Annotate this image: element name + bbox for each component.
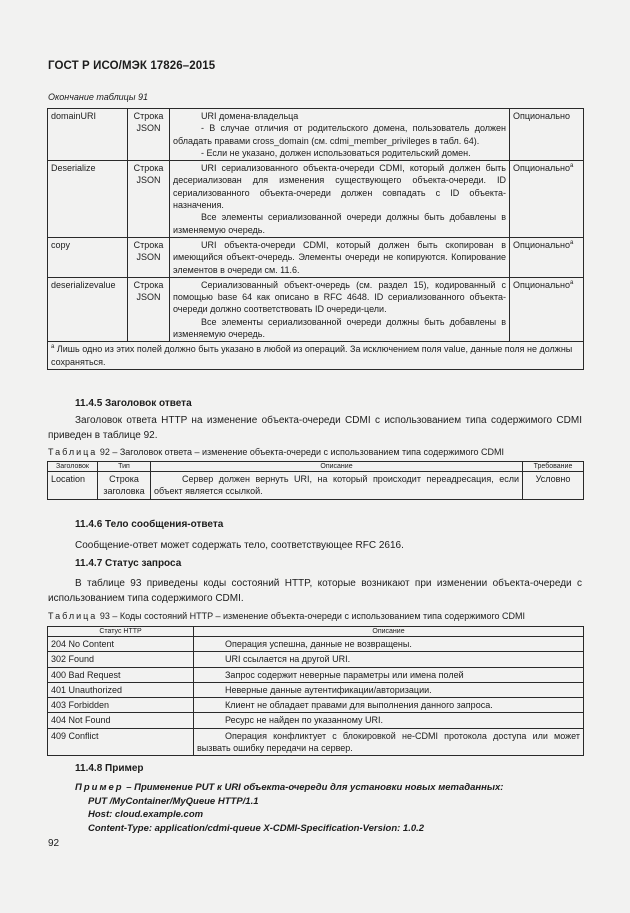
field-requirement (510, 109, 584, 161)
caption-label: Таблица (48, 611, 98, 621)
status-description: Запрос содержит неверные параметры или имена полей (194, 667, 584, 682)
field-requirement (510, 277, 584, 341)
requirement-text: Опционально (513, 111, 570, 121)
table-row (48, 161, 584, 238)
field-name: deserializevalue (48, 277, 128, 341)
example-block (75, 781, 595, 835)
table-92 (47, 461, 584, 500)
footnote-text: Лишь одно из этих полей должно быть указано в любой из операций. За исключением поля value, данные поля не должны сохраняться. (51, 344, 573, 367)
description-line: URI домена-владельца (201, 111, 299, 121)
status-description: Неверные данные аутентификации/авторизации. (194, 682, 584, 697)
table92-caption (48, 447, 593, 457)
table-row (48, 109, 584, 161)
footnote-mark: a (569, 163, 574, 170)
status-code: 409 Conflict (48, 728, 194, 756)
status-description: URI ссылается на другой URI. (194, 652, 584, 667)
section-paragraph: В таблице 93 приведены коды состояний HTTP, которые возникают при изменении объекта-очереди с использованием типа содержимого CDMI. (48, 578, 582, 604)
field-requirement (510, 161, 584, 238)
type-line: JSON (136, 123, 161, 134)
example-line: Content-Type: application/cdmi-queue X-CDMI-Specification-Version: 1.0.2 (88, 822, 425, 834)
example-line: Host: cloud.example.com (88, 809, 204, 820)
table-93 (47, 626, 584, 756)
footnote-mark: a (51, 344, 55, 351)
document-header: ГОСТ Р ИСО/МЭК 17826–2015 (48, 60, 216, 72)
table-row (48, 637, 584, 652)
field-name: domainURI (48, 109, 128, 161)
column-header: Описание (151, 462, 523, 472)
table-row (48, 713, 584, 728)
example-text: – Применение PUT к URI объекта-очереди для установки новых метаданных: (126, 782, 504, 793)
field-type (128, 161, 170, 238)
type-line: Строка (133, 279, 164, 290)
type-line: Строка (133, 163, 164, 174)
table-row (48, 472, 584, 500)
description-line: URI сериализованного объекта-очереди CDMI, который должен быть десериализован для изменения существующего объекта-очереди. ID сериализованного объекта-очереди должен совпадать с ID объекта-назначения. (173, 163, 506, 211)
status-code: 204 No Content (48, 637, 194, 652)
table-row (48, 667, 584, 682)
header-type (98, 472, 151, 500)
section-heading: 11.4.6 Тело сообщения-ответа (75, 519, 224, 530)
table-header-row (48, 462, 584, 472)
footnote-mark: a (569, 239, 574, 246)
description-line: URI объекта-очереди CDMI, который должен быть скопирован в имеющийся объект-очередь. Элементы очереди не копируются. Копирование элементов в очереди см. 11.6. (173, 239, 506, 275)
section-paragraph: Сообщение-ответ может содержать тело, соответствующее RFC 2616. (75, 540, 404, 551)
section-heading: 11.4.7 Статус запроса (75, 558, 182, 569)
field-name: copy (48, 237, 128, 277)
status-description: Операция успешна, данные не возвращены. (194, 637, 584, 652)
section-heading: 11.4.8 Пример (75, 763, 144, 774)
example-line: PUT /MyContainer/MyQueue HTTP/1.1 (88, 795, 259, 807)
description-line: Сериализованный объект-очередь (см. раздел 15), кодированный с помощью base 64 как описано в RFC 4648. ID сериализованного объекта-очереди должно соответствовать ID очереди-цели. (173, 279, 506, 315)
column-header: Требование (523, 462, 584, 472)
header-name: Location (48, 472, 98, 500)
header-description: Сервер должен вернуть URI, на который происходит переадресация, если объект является ссылкой. (151, 472, 523, 500)
example-label: Пример (75, 782, 124, 793)
status-code: 302 Found (48, 652, 194, 667)
column-header: Описание (194, 627, 584, 637)
status-description: Ресурс не найден по указанному URI. (194, 713, 584, 728)
type-line: Строка (133, 239, 164, 250)
page-number: 92 (48, 838, 60, 849)
field-description (170, 237, 510, 277)
type-line: JSON (136, 292, 161, 303)
field-type (128, 277, 170, 341)
header-requirement: Условно (523, 472, 584, 500)
footnote-mark: a (569, 279, 574, 286)
caption-text: 92 – Заголовок ответа – изменение объекта-очереди с использованием типа содержимого CDMI (99, 447, 505, 457)
status-code: 404 Not Found (48, 713, 194, 728)
table-row (48, 698, 584, 713)
status-description: Операция конфликтует с блокировкой не-CDMI протокола доступа или может вызвать ошибку передачи на сервер. (194, 728, 584, 756)
description-line: Все элементы сериализованной очереди должны быть добавлены в изменяемую очередь. (173, 316, 506, 340)
caption-text: 93 – Коды состояний HTTP – изменение объекта-очереди с использованием типа содержимого CDMI (99, 611, 526, 621)
caption-label: Таблица (48, 447, 98, 457)
description-line: Все элементы сериализованной очереди должны быть добавлены в изменяемую очередь. (173, 212, 506, 235)
section-paragraph: Заголовок ответа HTTP на изменение объекта-очереди CDMI с использованием типа содержимого CDMI приведен в таблице 92. (48, 415, 582, 441)
field-description (170, 109, 510, 161)
requirement-text: Опционально (513, 279, 570, 290)
table-footnote (48, 342, 584, 370)
column-header: Тип (98, 462, 151, 472)
table-footnote-row (48, 342, 584, 370)
table-header-row (48, 627, 584, 637)
table-row (48, 728, 584, 756)
section-heading: 11.4.5 Заголовок ответа (75, 398, 192, 409)
description-line: - Если не указано, должен использоваться родительский домен. (201, 147, 471, 158)
column-header: Заголовок (48, 462, 98, 472)
status-code: 401 Unauthorized (48, 682, 194, 697)
table93-caption (48, 611, 608, 621)
description-line: - В случае отличия от родительского домена, пользователь должен обладать правами cross_domain (см. cdmi_member_privileges в табл. 64). (173, 123, 506, 146)
type-line: Строка (133, 111, 164, 121)
field-description (170, 277, 510, 341)
example-intro (75, 781, 595, 795)
status-code: 403 Forbidden (48, 698, 194, 713)
field-description (170, 161, 510, 238)
type-line: Строка (109, 474, 139, 484)
table-row (48, 277, 584, 341)
field-type (128, 237, 170, 277)
field-type (128, 109, 170, 161)
table-row (48, 652, 584, 667)
table-91 (47, 108, 584, 370)
column-header: Статус HTTP (48, 627, 194, 637)
field-requirement (510, 237, 584, 277)
type-line: JSON (136, 175, 161, 186)
field-name: Deserialize (48, 161, 128, 238)
type-line: заголовка (103, 486, 145, 497)
requirement-text: Опционально (513, 163, 570, 174)
status-code: 400 Bad Request (48, 667, 194, 682)
table-row (48, 237, 584, 277)
table-row (48, 682, 584, 697)
table91-caption: Окончание таблицы 91 (48, 92, 148, 102)
type-line: JSON (136, 252, 161, 263)
requirement-text: Опционально (513, 239, 570, 250)
status-description: Клиент не обладает правами для выполнения данного запроса. (194, 698, 584, 713)
